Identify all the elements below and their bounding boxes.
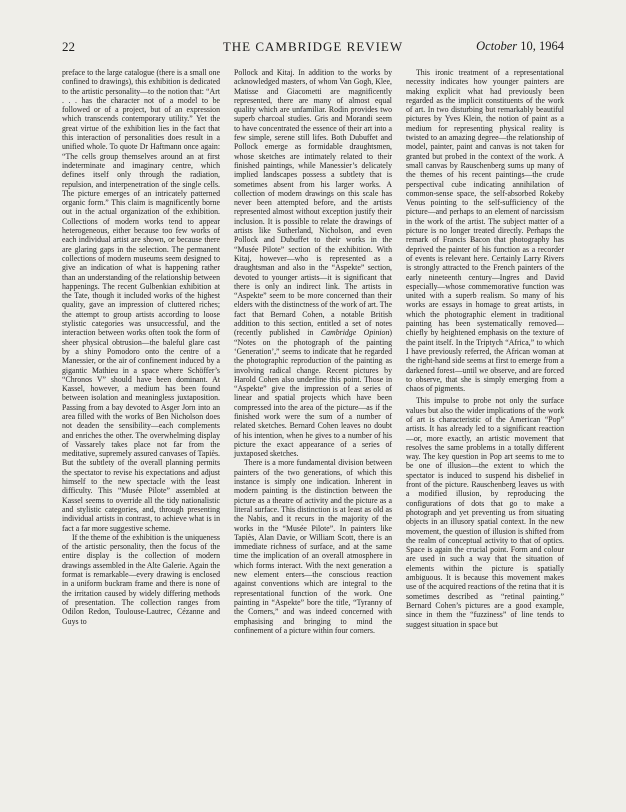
column-3 (406, 68, 564, 629)
paragraph: There is a more fundamental division between painters of the two generations, of which this instance is simply one indication. Inherent in modern painting is the distinction between the picture as a theatre of activity and the picture as a literal surface. This distinction is at least as old as the Nabis, and it recurs in the majority of the works in the “Musée Pilote”. In painters like Tapiès, Alan Davie, or William Scott, there is an immediate richness of surface, and at the same time the implication of an overall atmosphere in which forms interact. With the next generation a new element enters—the conscious reaction against conventions which are integral to the representational function of the work. One painting in “Aspekte” bore the title, “Tyranny of the Corners,” and was indeed concerned with emphasising and bringing to mind the confinement of a picture within four corners. (234, 458, 392, 635)
issue-date-month: October (476, 39, 518, 53)
paragraph-text: ) “Notes on the photograph of the painting ‘Generation’,” seems to indicate that he regarded the photographic reproduction of the painting as involving radical change. Recent pictures by Harold Cohen also underline this point. Those in “Aspekte” give the impression of a series of linear and spatial projects which have been compressed into the area of the picture—as if the finished work were the sum of a number of related sketches. Bernard Cohen leaves no doubt of his intention, when he gives to a number of his picture the exact appearance of a series of juxtaposed sketches. (234, 328, 393, 459)
issue-date (476, 39, 564, 54)
page-number: 22 (62, 39, 75, 54)
paragraph: preface to the large catalogue (there is a small one confined to drawings), this exhibition is dedicated to the artistic personality—to the notion that: “Art . . . has the character not of a model to be followed or of a project, but of an expression which transcends contemporary utility.” Yet the great virtue of the exhibition lies in the fact that this interaction of personalities does result in a unified whole. To quote Dr Haftmann once again: “The cells group themselves around an at first indeterminate and imaginary centre, which defines itself only through the radiation, repulsion, and interpenetration of the single cells. The picture emerges of an intricately patterned organic form.” This claim is magnificently borne out in the actual organization of the exhibition. Collections of modern works tend to appear heterogeneous, either because too few works of each individual artist are shown, or because there are glaring gaps in the selection. The permanent collections of modern museums seem designed to give an indication of what is happening rather than an understanding of the relationship between happenings. The recent Gulbenkian exhibition at the Tate, though it included works of the highest quality, gave an impression of cluttered riches; the attempt to group artists according to loose stylistic categories was unsuccessful, and the interaction between works often took the form of sheer physical obtrusion—the baleful glare cast by a shiny Pomodoro onto the centre of a Manessier, or the air of confinement induced by a gigantic Mathieu in a space where Schöffer’s “Chronos V” should have been dominant. At Kassel, however, a medium has been found between isolation and meaningless juxtaposition. Passing from a bay devoted to Asger Jorn into an area filled with the works of Ben Nicholson does not deaden the sensibility—each complements and enriches the other. The overwhelming display of Vassarely takes place not far from the meditative, supremely assured canvases of Tapiès. But the subtlety of the overall planning permits the spectator to revise his expectations and adjust himself to the new spectacle with the least difficulty. This “Musée Pilote” assembled at Kassel seems to override all the tidy nationalistic and stylistic categories, and, through presenting individual artists in contrast, to achieve what is in fact a far more suggestive scheme. (62, 68, 220, 533)
issue-date-rest: 10, 1964 (517, 39, 564, 53)
paragraph-text: Pollock and Kitaj. In addition to the works by acknowledged masters, of whom Van Gogh, Klee, Matisse and Giacometti are magnificently represented, there are many of almost equal quality which are unfamiliar. Rodin provides two superb charcoal studies. Gris and Morandi seem to have concentrated the essence of their art into a few simple, serene still lifes. Both Dubuffet and Pollock emerge as formidable draughtsmen, whose sketches are intimately related to their finished paintings, while Manessier’s delicately implied landscapes possess a subtlety that is sometimes absent from his larger works. A collection of modern drawings on this scale has never been attempted before, and the artists represented almost without exception justify their inclusion. It is possible to relate the drawings of artists like Sutherland, Nicholson, and even Pollock and Dubuffet to their works in the “Musée Pilote” section of the exhibition. With Kitaj, however—who is represented as a draughtsman and also in the “Aspekte” section, devoted to younger artists—it is significant that there is only an indirect link. The artists in “Aspekte” seem to be more concerned than their elders with the distinctness of the work of art. The fact that Bernard Cohen, a notable British addition to this section, entitled a set of notes (recently published in (234, 68, 392, 338)
paragraph: This ironic treatment of a representational necessity indicates how younger painters are making explicit what had previously been regarded as the implicit constituents of the work of art. In two disturbing but remarkably beautiful pictures by Yves Klein, the notion of paint as a medium for representing physical reality is twisted to an amazing degree—the relationship of model, painter, paint and canvas is not taken for granted but probed in the context of the work. A small canvas by Rauschenberg sums up many of the themes of his recent paintings—the crude perspectival cube indicating annihilation of common-sense space, the self-absorbed Rokeby Venus pointing to the self-sufficiency of the picture—and perhaps to an element of narcissism in the work of the artist. The subject matter of a picture is no longer treated directly. Perhaps the remark of Francis Bacon that photography has deprived the painter of his function as a recorder of events is relevant here. Certainly Larry Rivers is strongly attracted to the French painters of the early nineteenth century—Ingres and David especially—whose commemorative function was united with a superb realism. So many of his works are essays in homage to great artists, in which the photographic element in traditional painting has been systematically removed—chiefly by heightened emphasis on the texture of the paint itself. In the Triptych “Africa,” to which I have previously referred, the African woman at the right-hand side seems at first to emerge from a darkened forest—until we observe, and are forced to observe, that she is simply emerging from a chaos of pigments. (406, 68, 564, 394)
publication-title: THE CAMBRIDGE REVIEW (222, 39, 404, 54)
column-2 (234, 68, 392, 635)
paragraph (234, 68, 392, 458)
column-1 (62, 68, 220, 626)
paragraph: This impulse to probe not only the surface values but also the wider implications of the work of art is characteristic of the American “Pop” artists. It has already led to a significant reaction—or, more exactly, an artistic movement that resolves the same problems in a totally different way. The key question in Pop art seems to me to be one of illusion—the extent to which the spectator is induced to suspend his disbelief in front of the picture. Rauschenberg leaves us with a modified illusion, by reproducing the configurations of dots that go to make a photograph and yet preventing us from situating objects in an illusory spatial context. In the new movement, the question of illusion is shifted from the realm of conceptual activity to that of optics. Space is again the crucial point. Form and colour are used in such a way that the situation of elements within the picture is spatially ambiguous. It is because this movement makes use of the acquired reactions of the retina that it is sometimes described as “retinal painting.” Bernard Cohen’s pictures are a good example, since in them the “fuzziness” of line tends to suggest situation in space but (406, 396, 564, 629)
publication-name: Cambridge Opinion (320, 328, 390, 338)
paragraph: If the theme of the exhibition is the uniqueness of the artistic personality, then the focus of the entire display is the collection of modern drawings assembled in the Alte Galerie. Again the format is remarkable—every drawing is enclosed in a uniform buckram frame and there is none of the irritation caused by widely differing methods of presentation. The collection ranges from Odilon Redon, Toulouse-Lautrec, Cézanne and Guys to (62, 532, 220, 626)
page-header (62, 39, 564, 57)
